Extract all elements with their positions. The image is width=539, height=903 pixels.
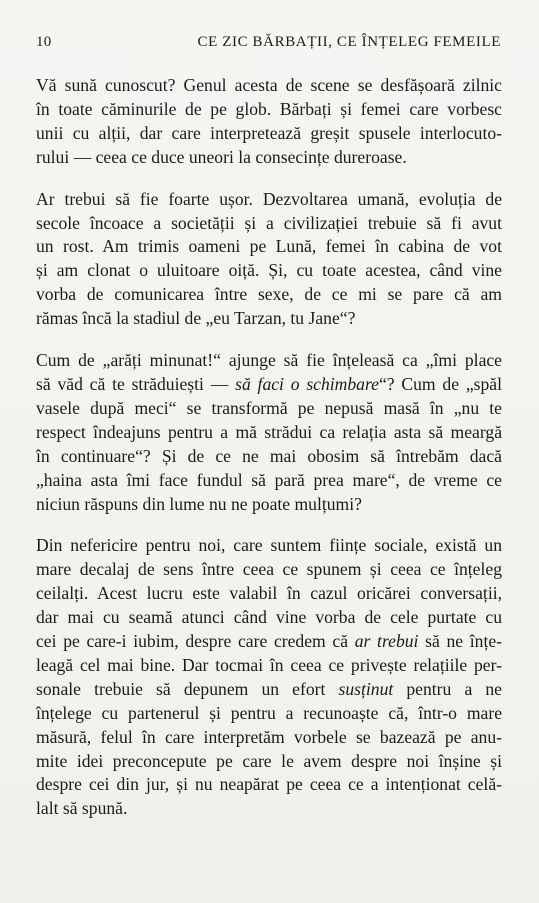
text-line: și am clonat o uluitoare oiță. Și, cu toate acestea, când vine — [36, 260, 502, 281]
text-line: ceilalți. Acest lucru este valabil în cazul oricărei conversații, — [36, 583, 502, 604]
text-line: înțelege cu partenerul și pentru a recunoaște că, într-o mare — [36, 702, 502, 723]
paragraph-1 — [36, 74, 502, 170]
page-number: 10 — [36, 34, 52, 50]
text-line: secole încoace a societății și a civilizației trebuie să fi avut — [36, 212, 502, 233]
text-line: vorba de comunicarea între sexe, de ce mi se pare că am — [36, 284, 502, 305]
text-line: vasele după meci“ se transformă pe nepusă masă în „nu te — [36, 397, 502, 418]
paragraph-4 — [36, 534, 502, 821]
emphasis-text: ar trebui — [354, 631, 419, 652]
text-line: niciun răspuns din lume nu ne poate mulțumi? — [36, 493, 362, 514]
paragraph-2 — [36, 188, 502, 331]
text-line: Cum de „arăți minunat!“ ajunge să fie înțeleasă ca „îmi place — [36, 350, 502, 371]
text-line: un rost. Am trimis oameni pe Lună, femei în cabina de vot — [36, 236, 502, 257]
text-line: Ar trebui să fie foarte ușor. Dezvoltarea umană, evoluția de — [36, 188, 502, 209]
text-line: mite idei preconcepute pe care le avem despre noi înșine și — [36, 750, 502, 771]
text-line: Vă sună cunoscut? Genul acesta de scene se desfășoară zilnic — [36, 75, 502, 95]
text-line: lalt să spună. — [36, 798, 128, 819]
text-line: „haina asta îmi face fundul să pară prea mare“, de vreme ce — [36, 469, 502, 490]
text-line: despre cei din jur, și nu neapărat pe ceea ce a intenționat celă- — [36, 774, 502, 795]
text-line: cei pe care-i iubim, despre care credem că ar trebui să ne înțe- — [36, 631, 503, 652]
text-line: mare decalaj de sens între ceea ce spunem și ceea ce înțeleg — [36, 559, 502, 580]
emphasis-text: să faci o schimbare — [235, 373, 379, 394]
text-line: Din nefericire pentru noi, care suntem ființe sociale, există un — [36, 535, 502, 556]
body-text — [36, 74, 502, 839]
text-line: leagă cel mai bine. Dar tocmai în ceea ce privește relațiile per- — [36, 654, 502, 675]
text-line: unii cu alții, dar care interpretează greșit spusele interlocuto- — [36, 122, 502, 143]
text-line: să văd că te străduiești — să faci o schimbare“? Cum de „spăl — [36, 373, 502, 394]
text-line: respect îndeajuns pentru a mă strădui ca relația asta să meargă — [36, 421, 502, 442]
text-line: în toate căminurile de pe glob. Bărbați și femei care vorbesc — [36, 98, 502, 119]
text-line: în continuare“? Și de ce ne mai obosim să întrebăm dacă — [36, 445, 502, 466]
text-line: rămas încă la stadiul de „eu Tarzan, tu Jane“? — [36, 308, 356, 329]
running-head — [36, 34, 501, 52]
text-line: rului — ceea ce duce uneori la consecințe dureroase. — [36, 146, 407, 167]
text-line: sonale trebuie să depunem un efort susținut pentru a ne — [36, 678, 502, 699]
emphasis-text: susținut — [338, 678, 394, 699]
text-line: măsură, felul în care interpretăm vorbele se bazează pe anu- — [36, 726, 502, 747]
text-line: dar mai cu seamă atunci când vine vorba de cele purtate cu — [36, 607, 502, 628]
running-title: CE ZIC BĂRBAȚII, CE ÎNȚELEG FEMEILE — [197, 34, 501, 50]
paragraph-3 — [36, 349, 502, 516]
